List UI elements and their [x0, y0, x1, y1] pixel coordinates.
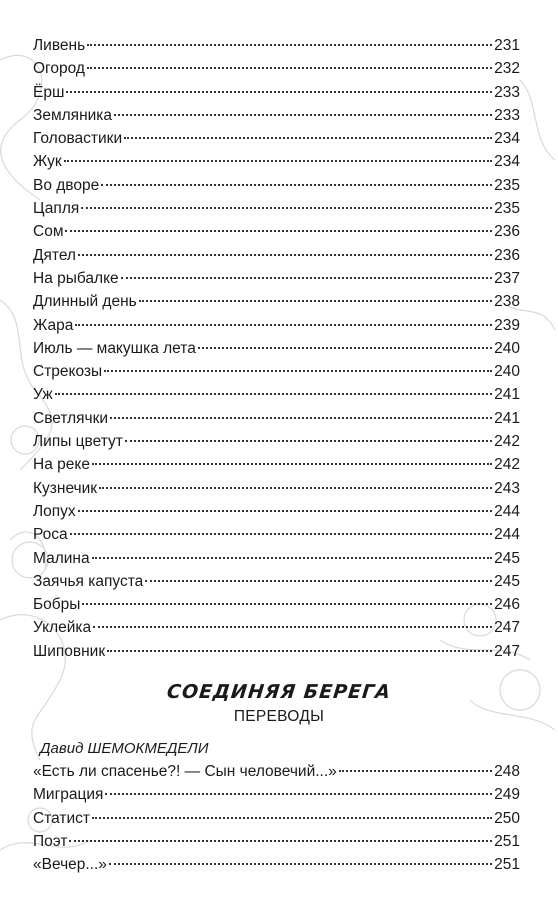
toc-entry-title: Жара: [33, 316, 74, 334]
dot-leader: [109, 863, 492, 865]
dot-leader: [139, 300, 492, 302]
toc-entry-page-number: 239: [494, 316, 520, 334]
toc-entry-page-number: 240: [494, 339, 520, 357]
dot-leader: [87, 67, 492, 69]
dot-leader: [93, 626, 492, 628]
toc-entry: [33, 853, 520, 876]
toc-entry-title: Длинный день: [33, 293, 137, 311]
toc-entry-title: Заячья капуста: [33, 572, 144, 590]
dot-leader: [104, 370, 492, 372]
toc-entry: [33, 453, 520, 476]
toc-entry: [33, 407, 520, 430]
toc-entry-title: Стрекозы: [33, 363, 103, 381]
dot-leader: [110, 417, 492, 419]
toc-entry: [33, 104, 520, 127]
toc-entry-title: Земляника: [33, 106, 113, 124]
toc-entry-title: Роса: [33, 526, 68, 544]
toc-entry-page-number: 231: [494, 37, 520, 54]
section-subtitle: ПЕРЕВОДЫ: [233, 708, 325, 725]
dot-leader: [145, 580, 492, 582]
toc-entry-title: Кузнечик: [33, 479, 98, 497]
dot-leader: [114, 114, 492, 116]
toc-entry-page-number: 251: [494, 832, 520, 850]
toc-entry-title: Ёрш: [33, 83, 65, 101]
toc-entry: [33, 783, 520, 806]
toc-entry-page-number: 235: [494, 176, 520, 194]
toc-entry-page-number: 248: [494, 763, 520, 780]
dot-leader: [81, 207, 492, 209]
toc-entry-page-number: 240: [494, 363, 520, 381]
section-title: СОЕДИНЯЯ БЕРЕГА: [165, 681, 393, 703]
toc-entry: [33, 616, 520, 639]
dot-leader: [92, 817, 492, 819]
dot-leader: [198, 347, 492, 349]
toc-entry: [33, 830, 520, 853]
toc-entry-title: Цапля: [33, 200, 80, 218]
dot-leader: [78, 254, 492, 256]
toc-entry-title: Ливень: [33, 37, 86, 54]
toc-entry-title: Во дворе: [33, 176, 100, 194]
toc-entry-title: Лопух: [33, 502, 76, 520]
toc-entry-title: Огород: [33, 60, 85, 78]
toc-entry: [33, 477, 520, 500]
toc-entry-page-number: 234: [494, 130, 520, 148]
toc-entry: [33, 360, 520, 383]
toc-entry-title: Уклейка: [33, 619, 92, 637]
toc-entry-page-number: 247: [494, 619, 520, 637]
toc-entry-page-number: 237: [494, 269, 520, 287]
toc-entry-page-number: 245: [494, 549, 520, 567]
toc-entry-page-number: 235: [494, 200, 520, 218]
toc-entry-title: Дятел: [33, 246, 76, 264]
toc-entry: [33, 220, 520, 243]
toc-entry-title: Статист: [33, 809, 91, 827]
toc-entry-page-number: 242: [494, 433, 520, 451]
toc-entry: [33, 314, 520, 337]
toc-entry: [33, 197, 520, 220]
toc-entry-title: Уж: [33, 386, 53, 404]
toc-entry-title: Липы цветут: [33, 433, 123, 451]
toc-entry-page-number: 238: [494, 293, 520, 311]
toc-entry-title: На реке: [33, 456, 90, 474]
toc-entry-page-number: 236: [494, 223, 520, 241]
toc-entry-title: Миграция: [33, 786, 104, 804]
toc-entry-title: Поэт: [33, 832, 68, 850]
dot-leader: [69, 840, 492, 842]
toc-entry: [33, 244, 520, 267]
toc-entry: [33, 34, 520, 57]
toc-entry-page-number: 241: [494, 386, 520, 404]
toc-entry: [33, 150, 520, 173]
toc-entry-title: «Вечер...»: [33, 856, 107, 874]
author-name: Давид ШЕМОКМЕДЕЛИ: [40, 740, 209, 757]
toc-entry: [33, 430, 520, 453]
dot-leader: [64, 160, 492, 162]
dot-leader: [75, 324, 492, 326]
dot-leader: [78, 510, 492, 512]
toc-entry-page-number: 233: [494, 106, 520, 124]
toc-entry-title: На рыбалке: [33, 269, 119, 287]
translations-contents: [33, 760, 520, 876]
toc-entry-page-number: 251: [494, 856, 520, 874]
toc-entry: [33, 760, 520, 783]
toc-entry-page-number: 232: [494, 60, 520, 78]
toc-entry-title: Головастики: [33, 130, 123, 148]
toc-entry-page-number: 246: [494, 596, 520, 614]
dot-leader: [66, 91, 492, 93]
toc-entry: [33, 593, 520, 616]
toc-entry: [33, 640, 520, 663]
dot-leader: [87, 44, 492, 46]
toc-entry-page-number: 234: [494, 153, 520, 171]
toc-entry-page-number: 233: [494, 83, 520, 101]
toc-entry: [33, 500, 520, 523]
toc-entry: [33, 127, 520, 150]
dot-leader: [124, 137, 492, 139]
toc-entry-page-number: 243: [494, 479, 520, 497]
toc-entry-page-number: 247: [494, 642, 520, 660]
toc-entry-title: Сом: [33, 223, 64, 241]
dot-leader: [99, 487, 492, 489]
toc-entry: [33, 57, 520, 80]
toc-entry-page-number: 241: [494, 409, 520, 427]
dot-leader: [55, 393, 492, 395]
toc-entry-page-number: 242: [494, 456, 520, 474]
toc-entry: [33, 570, 520, 593]
dot-leader: [107, 650, 492, 652]
toc-entry: [33, 523, 520, 546]
toc-entry-page-number: 244: [494, 526, 520, 544]
toc-entry: [33, 383, 520, 406]
dot-leader: [105, 793, 492, 795]
dot-leader: [82, 603, 492, 605]
toc-entry: [33, 337, 520, 360]
toc-entry-page-number: 249: [494, 786, 520, 804]
toc-entry-page-number: 250: [494, 809, 520, 827]
toc-entry-title: Жук: [33, 153, 62, 171]
toc-entry-title: «Есть ли спасенье?! — Сын человечий...»: [33, 763, 337, 780]
toc-entry: [33, 807, 520, 830]
toc-entry-title: Светлячки: [33, 409, 109, 427]
toc-entry-title: Малина: [33, 549, 90, 567]
toc-entry-title: Бобры: [33, 596, 81, 614]
toc-entry: [33, 547, 520, 570]
table-of-contents: [33, 34, 520, 663]
dot-leader: [92, 557, 493, 559]
toc-entry: [33, 174, 520, 197]
toc-entry-page-number: 245: [494, 572, 520, 590]
dot-leader: [339, 770, 492, 772]
toc-entry-page-number: 236: [494, 246, 520, 264]
toc-entry: [33, 81, 520, 104]
dot-leader: [101, 184, 492, 186]
toc-entry: [33, 267, 520, 290]
toc-entry-title: Шиповник: [33, 642, 106, 660]
dot-leader: [121, 277, 492, 279]
dot-leader: [70, 533, 492, 535]
dot-leader: [125, 440, 492, 442]
dot-leader: [65, 230, 492, 232]
dot-leader: [92, 463, 492, 465]
toc-entry: [33, 290, 520, 313]
toc-entry-title: Июль — макушка лета: [33, 339, 196, 357]
toc-entry-page-number: 244: [494, 502, 520, 520]
